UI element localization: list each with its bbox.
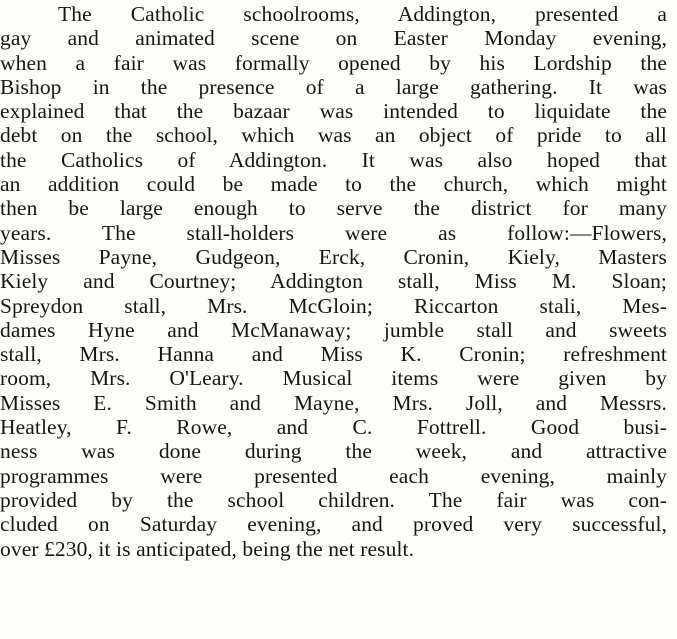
article-line: Heatley, F. Rowe, and C. Fottrell. Good busi-	[0, 415, 667, 440]
article-line: explained that the bazaar was intended to liquidate the	[0, 99, 667, 124]
article-line: Spreydon stall, Mrs. McGloin; Riccarton stali, Mes-	[0, 293, 667, 318]
article-line: Misses Payne, Gudgeon, Erck, Cronin, Kiely, Masters	[0, 244, 667, 269]
article-line: ness was done during the week, and attractive	[0, 439, 667, 464]
article-line: Kiely and Courtney; Addington stall, Miss M. Sloan;	[0, 269, 667, 294]
article-line: The Catholic schoolrooms, Addington, presented a	[58, 2, 667, 26]
article-line: room, Mrs. O'Leary. Musical items were given by	[0, 366, 667, 391]
article-line: gay and animated scene on Easter Monday evening,	[0, 26, 667, 51]
article-line: Bishop in the presence of a large gathering. It was	[0, 74, 667, 99]
article-line: an addition could be made to the church, which might	[0, 172, 667, 197]
article-line: then be large enough to serve the district for many	[0, 196, 667, 221]
article-line: years. The stall-holders were as follow:—Flowers,	[0, 220, 667, 245]
article-line: programmes were presented each evening, mainly	[0, 463, 667, 488]
article-line: dames Hyne and McManaway; jumble stall and sweets	[0, 317, 667, 342]
article-column	[0, 2, 667, 561]
article-line: stall, Mrs. Hanna and Miss K. Cronin; refreshment	[0, 342, 667, 367]
article-line: cluded on Saturday evening, and proved very successful,	[0, 512, 667, 537]
article-line: over £230, it is anticipated, being the net result.	[0, 536, 415, 561]
article-line: Misses E. Smith and Mayne, Mrs. Joll, and Messrs.	[0, 390, 667, 415]
article-line: provided by the school children. The fair was con-	[0, 487, 667, 512]
article-line: the Catholics of Addington. It was also hoped that	[0, 147, 667, 172]
article-line: when a fair was formally opened by his Lordship the	[0, 50, 667, 75]
article-line: debt on the school, which was an object of pride to all	[0, 123, 667, 148]
